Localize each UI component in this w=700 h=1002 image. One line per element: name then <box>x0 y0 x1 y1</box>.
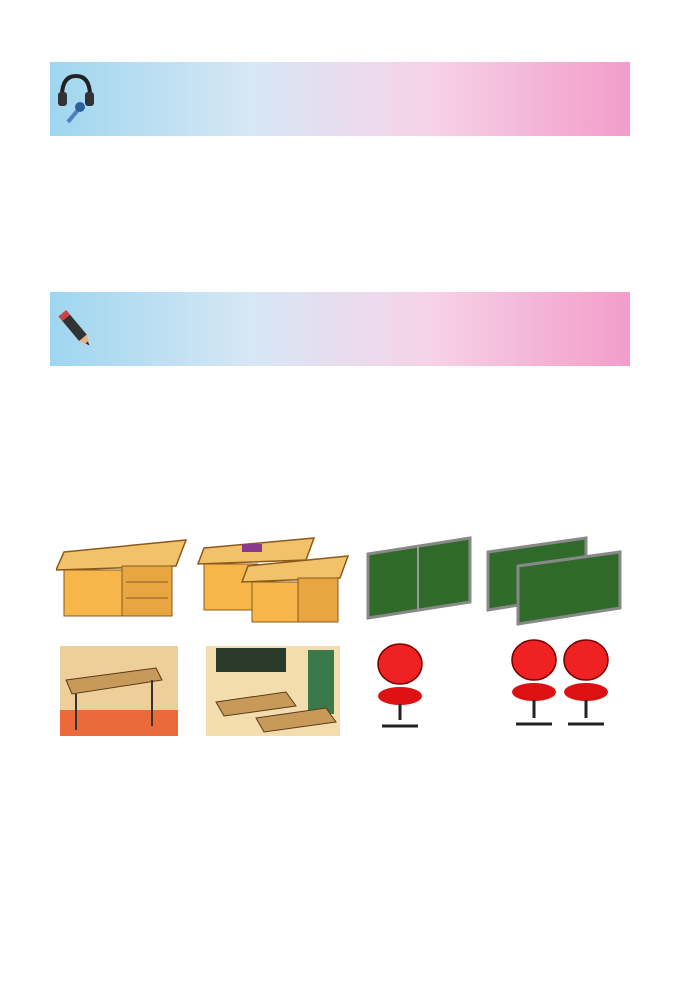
footer-banner <box>0 958 700 1002</box>
pupitres-illustration <box>206 646 340 736</box>
exercise-4-header <box>50 62 630 136</box>
boards-illustration <box>488 538 620 624</box>
chairs-illustration <box>512 640 608 724</box>
top-decorative-border <box>0 0 700 46</box>
pencil-icon <box>56 300 96 356</box>
board-illustration <box>368 538 470 618</box>
pupitre-illustration <box>60 646 178 736</box>
classroom-illustrations <box>56 530 636 750</box>
exercise-5-header <box>50 292 630 366</box>
chair-illustration <box>378 644 422 726</box>
right-decorative-border <box>652 46 700 946</box>
headphones-icon <box>56 70 96 126</box>
table-illustration <box>56 540 186 616</box>
tables-illustration <box>198 538 348 622</box>
